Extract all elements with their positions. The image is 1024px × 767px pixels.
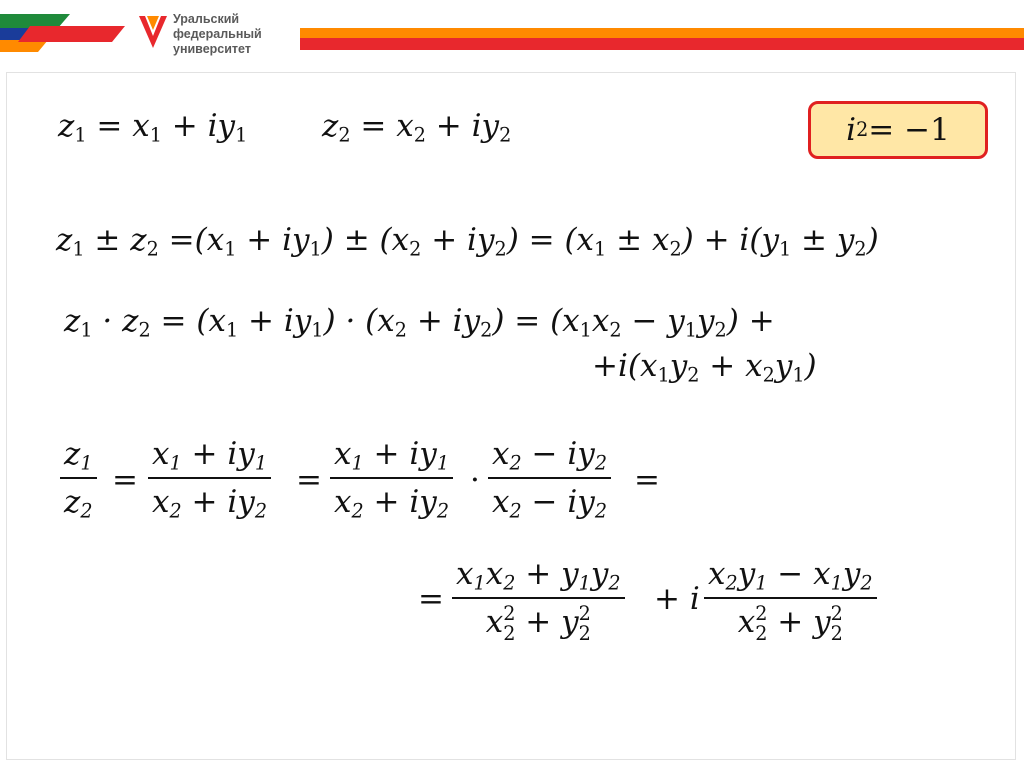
right-red-band (300, 38, 1024, 50)
fraction-z1-over-z2: $z_1$ $z_2$ (60, 436, 97, 520)
fraction-conjugate: $x_2 - iy_2$ $x_2 - iy_2$ (488, 436, 611, 520)
university-name-line3: университет (173, 42, 251, 56)
plus-i: + i (654, 581, 700, 617)
formula-product-line1: $z_1 \cdot z_2 = (x_1 + iy_1) \cdot (x_2 + iy_2) = (x_1x_2 - y_1y_2)$ + (64, 303, 775, 342)
formula-z1-definition: $z_1 = x_1 + iy_1$ (58, 108, 248, 147)
equals-sign: = (296, 462, 322, 498)
fraction-real-part: $x_1x_2 + y_1y_2$ x 2 2 + y 2 2 (452, 556, 625, 643)
fraction-imaginary-part: $x_2y_1 - x_1y_2$ x 2 2 + y 2 2 (704, 556, 877, 643)
university-logo-mark (137, 14, 171, 58)
university-name (173, 12, 303, 57)
slide-frame (6, 72, 1016, 760)
fraction-x1iy1-over-x2iy2-repeat: $x_1 + iy_1$ $x_2 + iy_2$ (330, 436, 453, 520)
equals-sign: = (418, 581, 444, 617)
slide-header (0, 0, 1024, 70)
equals-sign: = (634, 462, 660, 498)
right-orange-band (300, 28, 1024, 38)
formula-product-line2: $+i(x_1y_2 + x_2y_1)$ (592, 348, 817, 387)
formula-z2-definition: $z_2 = x_2 + iy_2$ (322, 108, 512, 147)
formula-sum-difference: $z_1 \pm z_2 =(x_1 + iy_1) \pm (x_2 + iy_2) = (x_1 \pm x_2) + i(y_1 \pm y_2)$ (56, 222, 879, 261)
university-name-line2: федеральный (173, 27, 262, 41)
university-name-line1: Уральский (173, 12, 240, 26)
multiply-dot: · (470, 462, 480, 498)
i-squared-highlight: i 2 = −1 (808, 101, 988, 159)
red-stripe (18, 26, 125, 42)
equals-sign: = (112, 462, 138, 498)
fraction-x1iy1-over-x2iy2: $x_1 + iy_1$ $x_2 + iy_2$ (148, 436, 271, 520)
green-stripe (0, 14, 70, 28)
